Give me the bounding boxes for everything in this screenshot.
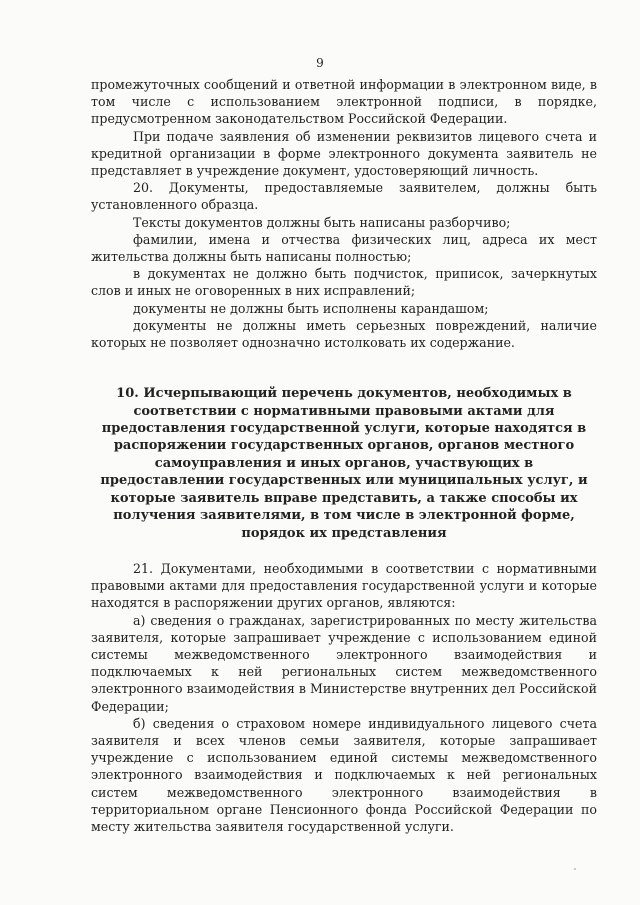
paragraph: фамилии, имена и отчества физических лиц, адреса их мест жительства должны быть написаны полностью; [91,231,597,265]
paragraph: При подаче заявления об изменении реквизитов лицевого счета и кредитной организации в форме электронного документа заявитель не представляет в учреждение документ, удостоверяющий личность. [91,128,597,179]
spacer [91,542,597,560]
paragraphs-top [91,76,597,351]
paragraph: в документах не должно быть подчисток, приписок, зачеркнутых слов и иных не оговоренных в них исправлений; [91,266,597,299]
paragraph: документы не должны быть исполнены карандашом; [133,300,489,316]
paragraph: б) сведения о страховом номере индивидуального лицевого счета заявителя и всех членов семьи заявителя, которые запрашивает учреждение с использованием единой системы межведомственного электронного взаимодействия и подключаемых к ней региональных систем межведомственного электронного взаимодействия в территориальном органе Пенсионного фонда Российской Федерации по месту жительства заявителя государственной услуги. [91,715,597,834]
paragraph: 21. Документами, необходимыми в соответствии с нормативными правовыми актами для предоставления государственной услуги и которые находятся в распоряжении других органов, являются: [91,560,597,611]
scan-speck [574,868,576,870]
paragraph: а) сведения о гражданах, зарегистрированных по месту жительства заявителя, которые запрашивает учреждение с использованием единой системы межведомственного электронного взаимодействия и подключаемых к ней региональных систем межведомственного электронного взаимодействия в Министерстве внутренних дел Российской Федерации; [91,612,597,714]
page-number: 9 [316,56,324,70]
paragraph: промежуточных сообщений и ответной информации в электронном виде, в том числе с использованием электронной подписи, в порядке, предусмотренном законодательством Российской Федерации. [91,77,597,127]
paragraph: документы не должны иметь серьезных повреждений, наличие которых не позволяет однозначно истолковать их содержание. [91,317,597,351]
paragraphs-bottom [91,560,597,835]
document-body [91,76,597,835]
section-heading: 10. Исчерпывающий перечень документов, необходимых в соответствии с нормативными правовыми актами для предоставления государственной услуги, которые находятся в распоряжении государственных органов, органов местного самоуправления и иных органов, участвующих в предоставлении государственных или муниципальных услуг, и которые заявитель вправе представить, а также способы их получения заявителями, в том числе в электронной форме, порядок их представления [100,386,588,541]
paragraph: Тексты документов должны быть написаны разборчиво; [133,214,511,230]
paragraph: 20. Документы, предоставляемые заявителем, должны быть установленного образца. [91,180,597,213]
